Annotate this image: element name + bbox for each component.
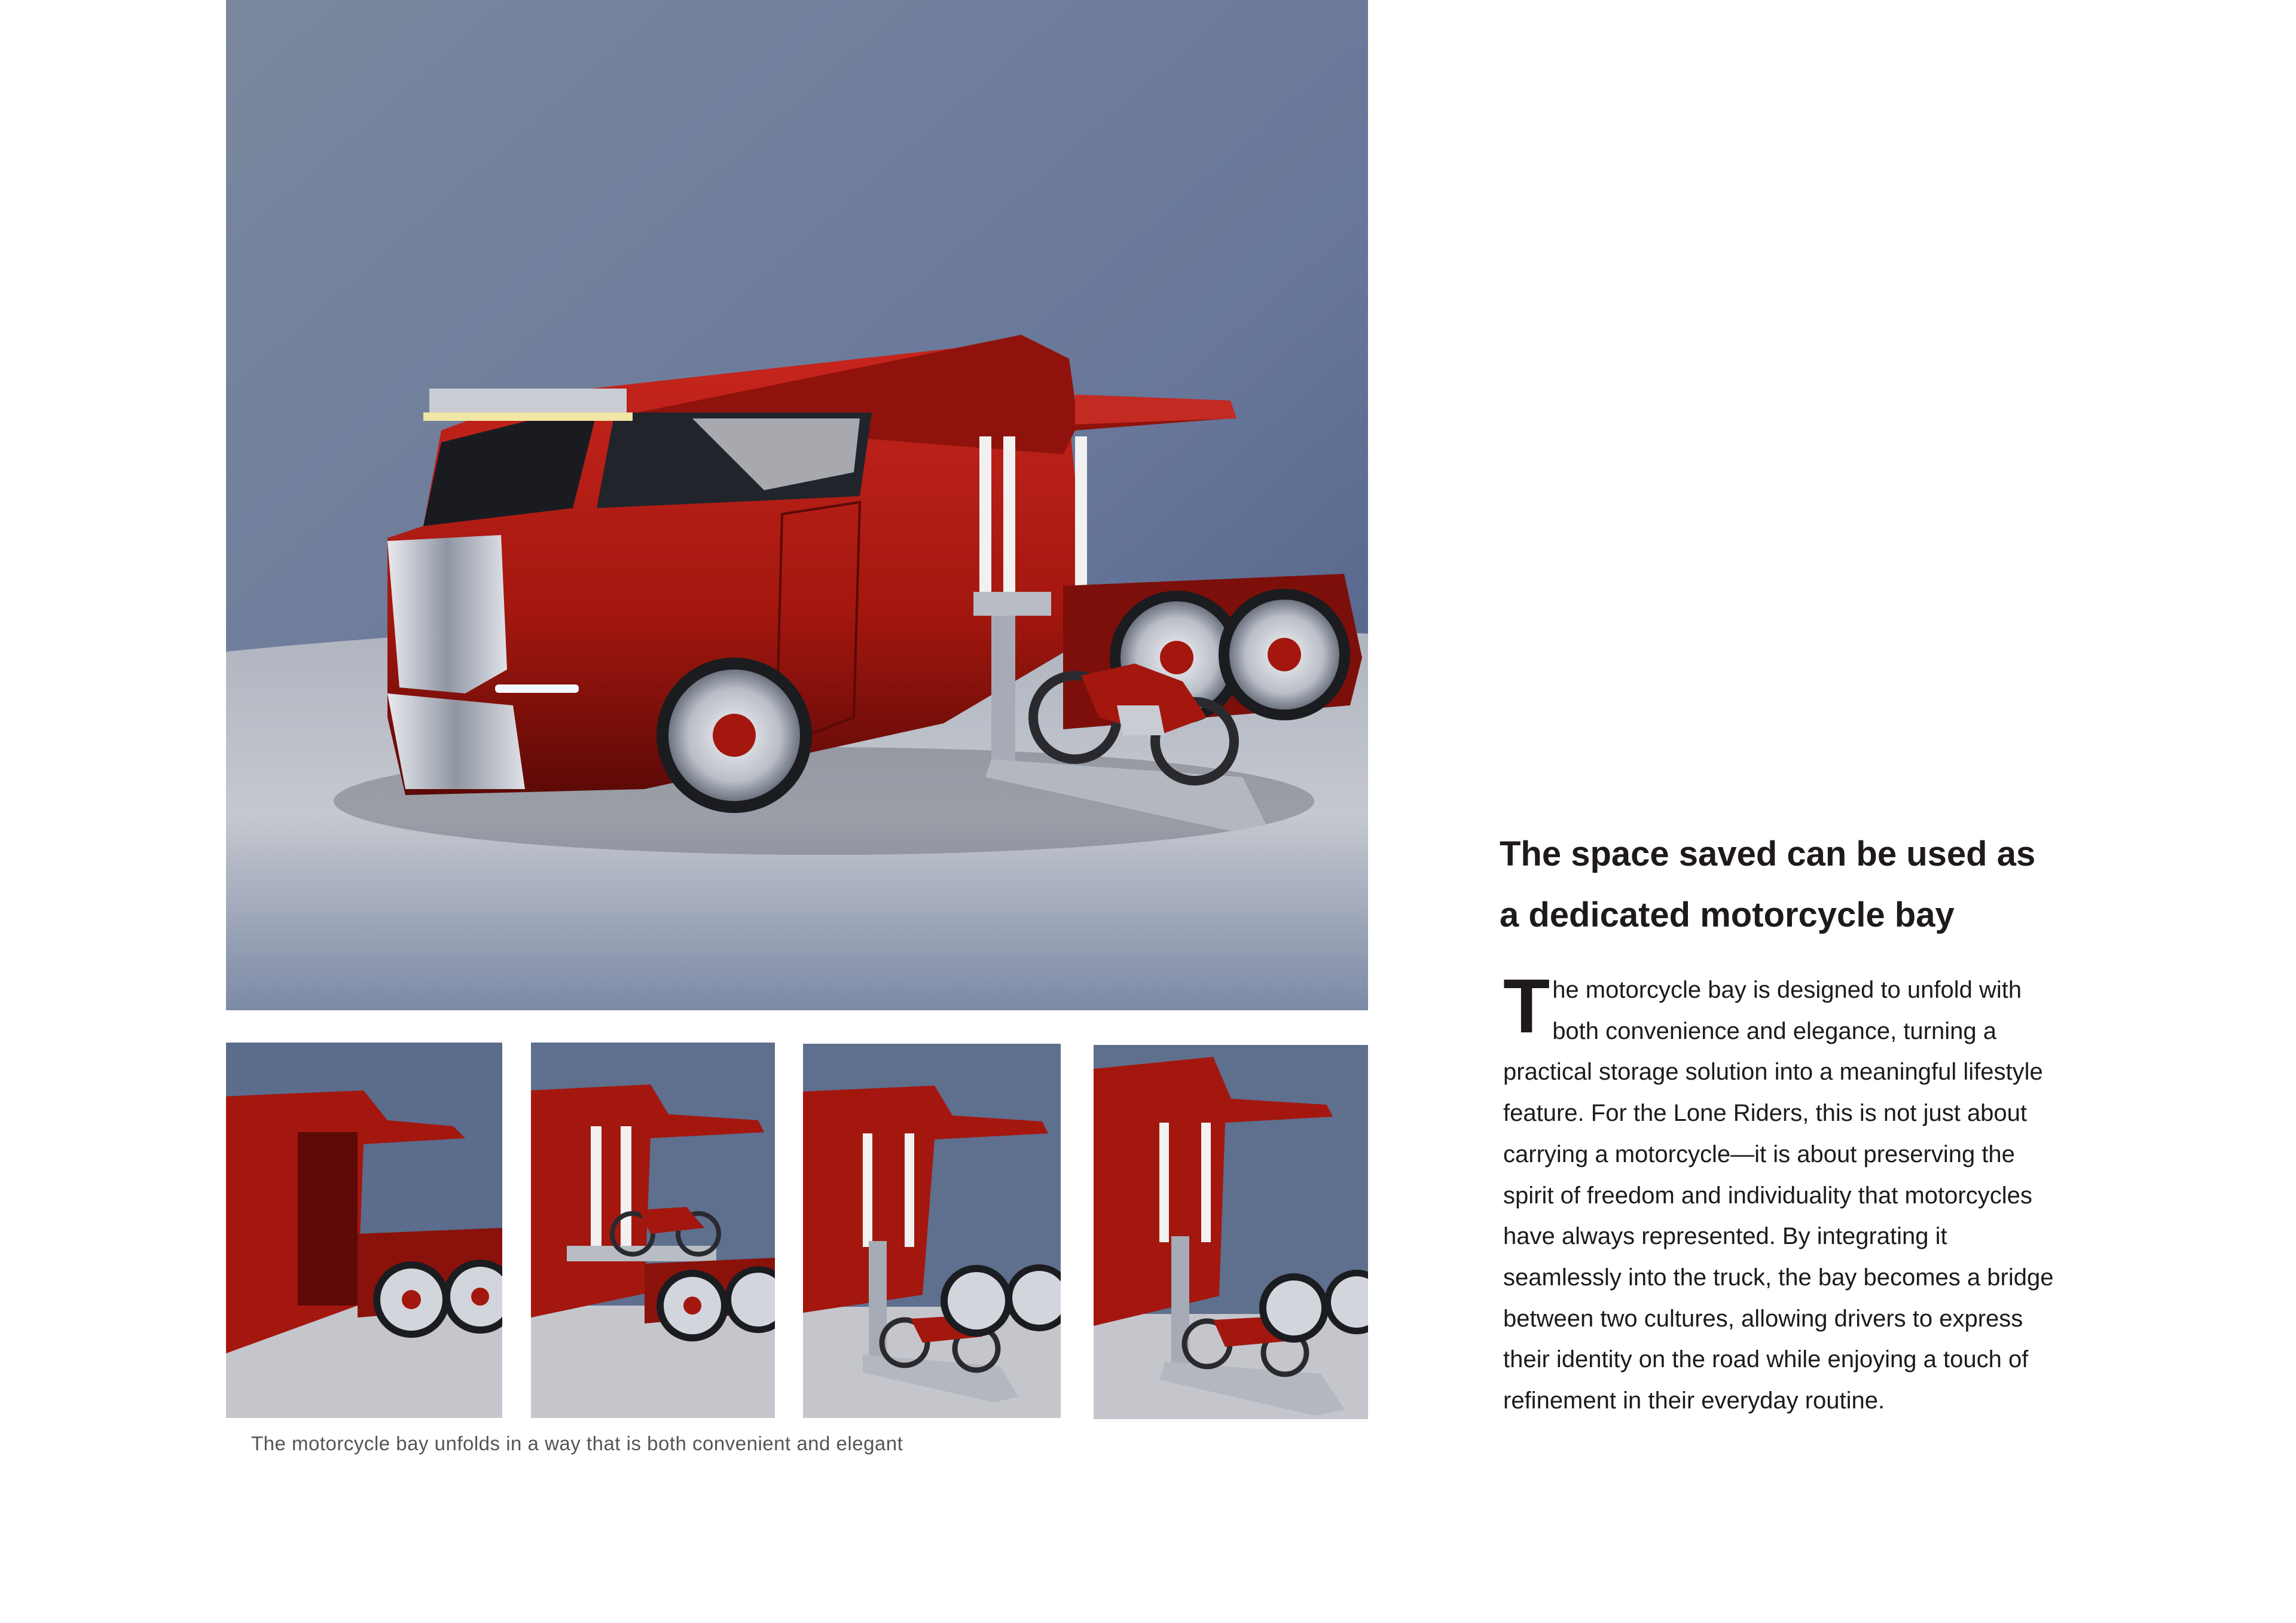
headline-line-2: a dedicated motorcycle bay [1500, 895, 1955, 934]
headline-line-1: The space saved can be used as [1500, 835, 2036, 873]
thumbnail-fully-deployed [1094, 1045, 1368, 1419]
image-caption: The motorcycle bay unfolds in a way that is both convenient and elegant [251, 1432, 903, 1454]
body-text: he motorcycle bay is designed to unfold with both convenience and elegance, turning a practical storage solution into a meaningful lifestyle feature. For the Lone Riders, this is not just about carrying a motorcycle—it is about preserving the spirit of freedom and individuality that motorcycles have always represented. By integrating it seamlessly into the truck, the bay becomes a bridge between two cultures, allowing drivers to express their identity on the road while enjoying a touch of refinement in their everyday routine. [1503, 977, 2054, 1414]
section-headline [1500, 824, 2097, 946]
thumbnail-lift-lowering [803, 1044, 1061, 1418]
body-paragraph [1503, 964, 2059, 1422]
thumbnail-bay-closed [226, 1043, 502, 1418]
hero-truck-image [226, 0, 1368, 1010]
drop-cap: T [1503, 964, 1550, 1049]
thumbnail-lift-raised [531, 1043, 775, 1418]
